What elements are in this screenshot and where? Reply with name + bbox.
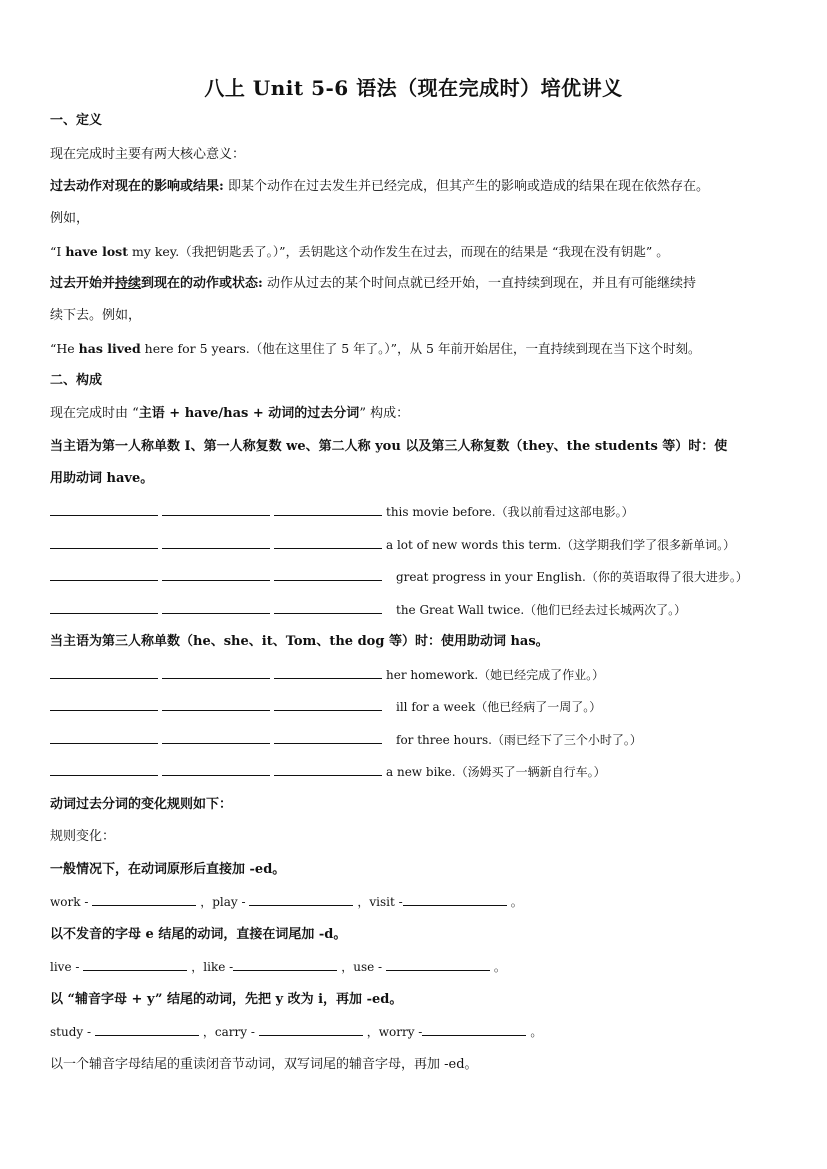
meaning-1-text: 即某个动作在过去发生并已经完成，但其产生的影响或造成的结果在现在依然存在。 [223,179,709,194]
answer-blank[interactable] [162,698,270,711]
meaning-1 [50,178,781,196]
answer-blank[interactable] [162,568,270,581]
word-row [50,1023,781,1041]
answer-blank[interactable] [50,666,158,679]
separator: ， [200,895,213,909]
exercise-text: for three hours.（雨已经下了三个小时了。） [396,733,642,747]
structure-intro [50,405,781,423]
end-mark: 。 [493,960,506,974]
answer-blank[interactable] [50,536,158,549]
structure-intro-c: ” 构成： [359,406,410,421]
example-quote: “I [50,244,66,259]
rule-add-d: 以不发音的字母 e 结尾的动词，直接在词尾加 -d。 [50,927,347,942]
word-prompt: work - [50,895,89,909]
exercise-row [50,568,781,586]
answer-blank[interactable] [162,763,270,776]
rule-add-ed: 一般情况下，在动词原形后直接加 -ed。 [50,862,286,877]
meaning-2-label-a: 过去开始并 [50,276,116,291]
answer-blank[interactable] [274,666,382,679]
exercise-text: this movie before.（我以前看过这部电影。） [386,505,634,519]
meaning-2 [50,275,781,293]
rule-has: 当主语为第三人称单数（he、she、it、Tom、the dog 等）时：使用助动词 has。 [50,634,549,649]
answer-blank[interactable] [249,893,353,906]
structure-formula: 主语 + have/has + 动词的过去分词 [138,406,360,421]
separator: ， [341,960,354,974]
meaning-2-example [50,340,781,358]
answer-blank[interactable] [422,1023,526,1036]
answer-blank[interactable] [274,731,382,744]
exercise-row [50,731,781,749]
answer-blank[interactable] [274,536,382,549]
separator: ， [191,960,204,974]
exercise-text: a lot of new words this term.（这学期我们学了很多新单词。） [386,538,736,552]
structure-intro-a: 现在完成时由 “ [50,406,139,421]
answer-blank[interactable] [83,958,187,971]
rule-have-line1: 当主语为第一人称单数 I、第一人称复数 we、第二人称 you 以及第三人称复数（they、the students 等）时：使 [50,439,728,454]
word-row [50,958,781,976]
past-participle-heading: 动词过去分词的变化规则如下： [50,797,233,812]
answer-blank[interactable] [162,666,270,679]
word-prompt: worry - [378,1025,423,1039]
meaning-1-cont: 例如， [50,211,90,226]
exercise-text: great progress in your English.（你的英语取得了很大进步。） [396,570,748,584]
answer-blank[interactable] [403,893,507,906]
separator: ， [366,1025,379,1039]
regular-changes-label: 规则变化： [50,829,116,844]
rule-have-line2: 用助动词 have。 [50,471,154,486]
answer-blank[interactable] [50,601,158,614]
exercise-text: the Great Wall twice.（他们已经去过长城两次了。） [396,603,687,617]
example-quote: “He [50,341,79,356]
page-title: 八上 Unit 5-6 语法（现在完成时）培优讲义 [204,76,623,100]
answer-blank[interactable] [274,698,382,711]
exercise-text: a new bike.（汤姆买了一辆新自行车。） [386,765,606,779]
answer-blank[interactable] [162,503,270,516]
example-rest: my key.（我把钥匙丢了。）”，丢钥匙这个动作发生在过去，而现在的结果是 “我现在没有钥匙” 。 [127,244,669,259]
rule-double-consonant: 以一个辅音字母结尾的重读闭音节动词，双写词尾的辅音字母，再加 -ed。 [50,1057,478,1072]
answer-blank[interactable] [233,958,337,971]
answer-blank[interactable] [162,601,270,614]
word-prompt: study - [50,1025,92,1039]
answer-blank[interactable] [50,763,158,776]
answer-blank[interactable] [162,731,270,744]
separator: ， [202,1025,215,1039]
answer-blank[interactable] [274,568,382,581]
meaning-2-cont: 续下去。例如， [50,308,142,323]
exercise-text: her homework.（她已经完成了作业。） [386,668,605,682]
answer-blank[interactable] [259,1023,363,1036]
meaning-1-label: 过去动作对现在的影响或结果: [50,179,224,194]
word-prompt: play - [212,895,246,909]
rule-y-to-i: 以 “辅音字母 + y” 结尾的动词，先把 y 改为 i，再加 -ed。 [50,992,403,1007]
exercise-row [50,763,781,781]
word-row [50,893,781,911]
word-prompt: visit - [369,895,403,909]
end-mark: 。 [530,1025,543,1039]
exercise-row [50,503,781,521]
answer-blank[interactable] [50,568,158,581]
example-verb: have lost [65,244,128,259]
meaning-1-example [50,243,781,261]
answer-blank[interactable] [95,1023,199,1036]
meaning-2-label-underlined: 持续 [115,276,142,291]
section-heading-definition: 一、定义 [50,113,103,128]
exercise-text: ill for a week（他已经病了一周了。） [396,700,602,714]
word-prompt: carry - [214,1025,255,1039]
end-mark: 。 [510,895,523,909]
meaning-2-label-b: 到现在的动作或状态: [141,276,263,291]
meaning-2-text: 动作从过去的某个时间点就已经开始，一直持续到现在，并且有可能继续持 [262,276,696,291]
exercise-row [50,536,781,554]
exercise-row [50,666,781,684]
answer-blank[interactable] [274,601,382,614]
word-prompt: live - [50,960,80,974]
separator: ， [357,895,370,909]
exercise-row [50,698,781,716]
exercise-row [50,601,781,619]
answer-blank[interactable] [162,536,270,549]
answer-blank[interactable] [386,958,490,971]
answer-blank[interactable] [274,503,382,516]
answer-blank[interactable] [50,503,158,516]
example-rest: here for 5 years.（他在这里住了 5 年了。）”，从 5 年前开始居住，一直持续到现在当下这个时刻。 [140,341,701,356]
word-prompt: use - [353,960,383,974]
answer-blank[interactable] [50,698,158,711]
answer-blank[interactable] [274,763,382,776]
definition-intro: 现在完成时主要有两大核心意义： [50,147,246,162]
section-heading-structure: 二、构成 [50,373,103,388]
answer-blank[interactable] [50,731,158,744]
word-prompt: like - [203,960,234,974]
example-verb: has lived [78,341,141,356]
answer-blank[interactable] [92,893,196,906]
